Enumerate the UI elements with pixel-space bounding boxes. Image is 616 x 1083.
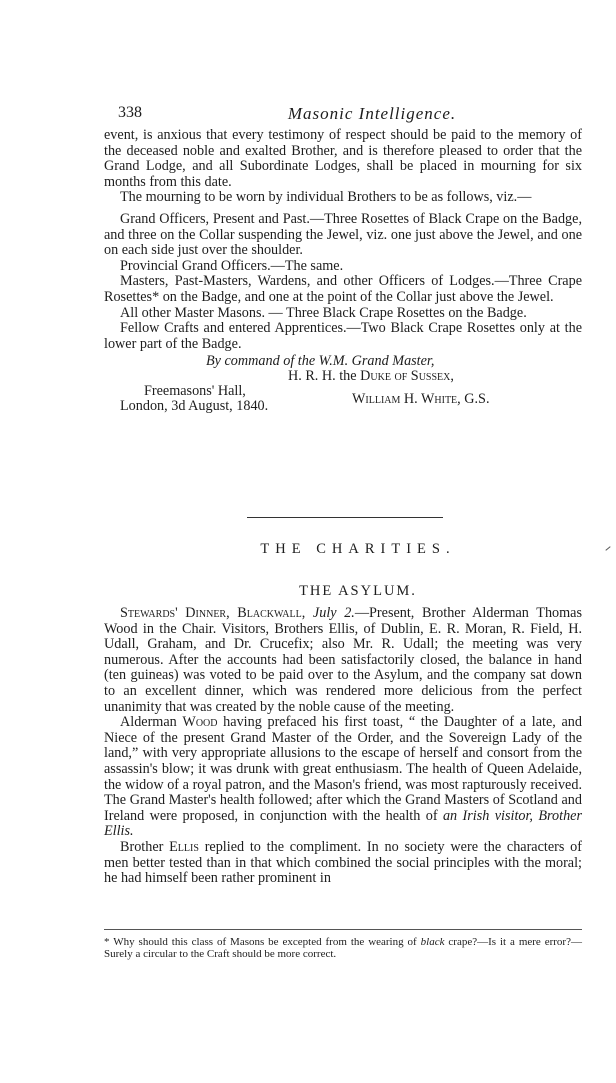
paragraph — [104, 840, 582, 887]
paragraph: All other Master Masons. — Three Black Crape Rosettes on the Badge. — [120, 304, 527, 321]
asylum-report — [104, 606, 582, 887]
paragraph: Fellow Crafts and entered Apprentices.—Two Black Crape Rosettes only at the lower part of the Badge. — [104, 320, 582, 352]
paragraph: The mourning to be worn by individual Brothers to be as follows, viz.— — [120, 189, 532, 206]
paragraph: Masters, Past-Masters, Wardens, and other Officers of Lodges.—Three Crape Rosettes* on the Badge, and one at the point of the Collar just above the Jewel. — [104, 273, 582, 305]
grand-master-line — [288, 369, 454, 385]
lead-in: Stewards' Dinner, Blackwall, — [120, 605, 306, 621]
footnote-text-end: crape?—Is it a mere error?—Surely a circular to the Craft should be more correct. — [104, 936, 582, 960]
section-title: THE CHARITIES. — [260, 541, 456, 557]
footnote-divider — [104, 929, 582, 930]
subsection-title: THE ASYLUM. — [299, 583, 417, 599]
running-title: Masonic Intelligence. — [287, 104, 457, 123]
italic-text: an Irish visitor, Brother Ellis. — [104, 807, 582, 840]
person-name: Wood — [182, 714, 218, 731]
paragraph-text: replied to the compliment. In no society were the characters of men better tested than in that which combined the social principles with the moral; he had himself been rather prominent in — [104, 838, 582, 887]
paragraph — [104, 606, 582, 715]
paragraph: Grand Officers, Present and Past.—Three Rosettes of Black Crape on the Badge, and three on the Collar suspending the Jewel, viz. one just above the Jewel, and one on each side just over the shoulder. — [104, 210, 582, 259]
signature-block — [104, 352, 582, 414]
section-divider — [247, 517, 443, 518]
book-page — [104, 104, 582, 960]
footnote-italic: black — [420, 936, 445, 948]
person-name: Ellis — [169, 838, 199, 855]
signer-line — [352, 392, 490, 408]
paragraph: event, is anxious that every testimony of respect should be paid to the memory of the deceased noble and exalted Brother, and is therefore pleased to order that the Grand Lodge, and all Subordinate Lodges, shall be placed in mourning for six months from this date. — [104, 127, 582, 190]
date-italic: July 2. — [305, 605, 355, 621]
date-line: London, 3d August, 1840. — [120, 398, 269, 415]
signer-name: William H. White, — [352, 391, 461, 408]
page-number: 338 — [118, 104, 142, 121]
grand-master-prefix: H. R. H. the — [288, 368, 361, 385]
margin-mark — [605, 546, 610, 551]
place-line: Freemasons' Hall, — [144, 383, 246, 400]
paragraph — [104, 715, 582, 840]
mourning-notice — [104, 128, 582, 414]
command-line: By command of the W.M. Grand Master, — [206, 353, 435, 370]
signer-title: G.S. — [460, 391, 490, 408]
paragraph-text: having prefaced his first toast, “ the Daughter of a late, and Niece of the present Grand Master of the Order, and the Sovereign Lady of the land,” with very appropriate allusions to the escape of herself and consort from the assassin's blow; it was drunk with great enthusiasm. The health of Queen Adelaide, the widow of a royal patron, and the Mason's friend, was most rapturously received. The Grand Master's health followed; after which the Grand Masters of Scotland and Ireland were proposed, in conjunction with the health of — [104, 714, 582, 824]
footnote-text: * Why should this class of Masons be excepted from the wearing of — [104, 936, 421, 948]
footnote — [104, 936, 582, 960]
lead-in: Alderman — [120, 714, 183, 731]
grand-master-name: Duke of Sussex, — [360, 368, 454, 385]
lead-in: Brother — [120, 838, 170, 855]
paragraph: Provincial Grand Officers.—The same. — [120, 257, 344, 274]
paragraph-text: —Present, Brother Alderman Thomas Wood in the Chair. Visitors, Brothers Ellis, of Dublin, E. R. Moran, R. Field, H. Udall, Graham, and Dr. Crucefix; also Mr. R. Udall; the meeting was very numerous. After the accounts had been satisfactorily closed, the balance in hand (ten guineas) was voted to be paid over to the Asylum, and the company sat down to an excellent dinner, which was rendered more delicious from the perfect unanimity that was created by the noble cause of the meeting. — [104, 605, 582, 715]
